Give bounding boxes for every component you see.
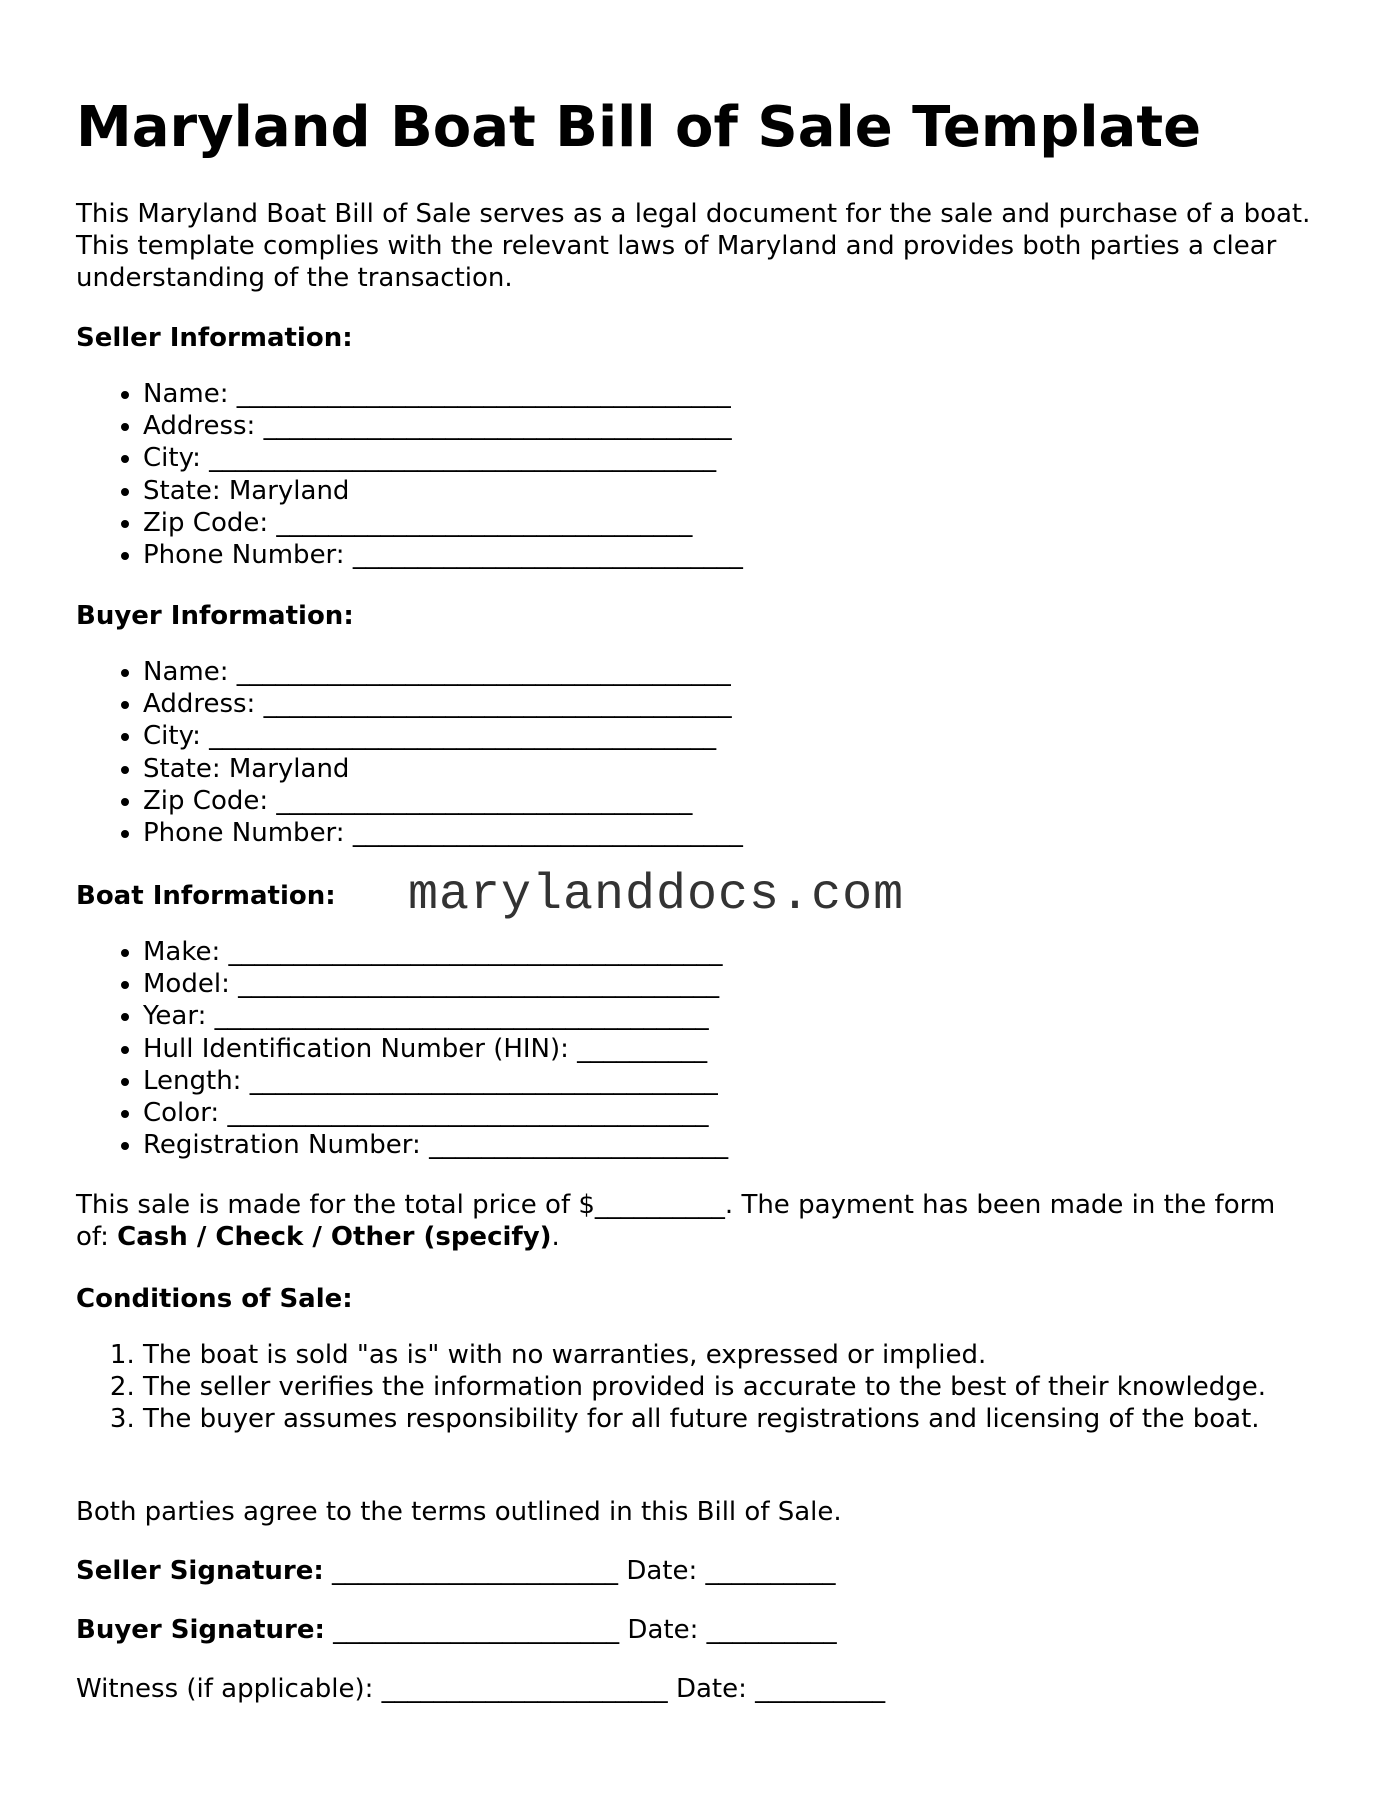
- seller-signature-line[interactable]: [76, 1555, 836, 1587]
- boat-year-field[interactable]: • Year: ______________________________________: [143, 1000, 1316, 1032]
- watermark-text: marylanddocs.com: [408, 867, 905, 924]
- boat-hin-field[interactable]: • Hull Identification Number (HIN): __________: [143, 1033, 1316, 1065]
- boat-length-field[interactable]: • Length: ____________________________________: [143, 1065, 1316, 1097]
- conditions-heading: Conditions of Sale:: [76, 1284, 353, 1314]
- seller-state-field: • State: Maryland: [143, 475, 1316, 507]
- buyer-zip-field[interactable]: • Zip Code: ________________________________: [143, 785, 1316, 817]
- price-text-end: .: [551, 1222, 560, 1252]
- seller-address-field[interactable]: • Address: ____________________________________: [143, 410, 1316, 442]
- buyer-address-field[interactable]: • Address: ____________________________________: [143, 688, 1316, 720]
- price-text: This sale is made for the total price of $__________. The payment has been made in the form of:: [76, 1190, 1276, 1252]
- document-title: Maryland Boat Bill of Sale Template: [76, 95, 1202, 160]
- boat-heading: Boat Information:: [76, 881, 336, 911]
- buyer-city-field[interactable]: • City: _______________________________________: [143, 720, 1316, 752]
- buyer-fields: [76, 656, 1316, 849]
- boat-model-field[interactable]: • Model: _____________________________________: [143, 968, 1316, 1000]
- price-paragraph: [76, 1189, 1316, 1253]
- buyer-signature-line[interactable]: [76, 1614, 837, 1646]
- seller-signature-blank[interactable]: ______________________ Date: __________: [323, 1556, 836, 1586]
- boat-registration-field[interactable]: • Registration Number: _______________________: [143, 1129, 1316, 1161]
- condition-item: 3. The buyer assumes responsibility for all future registrations and licensing of the boat.: [143, 1403, 1316, 1435]
- buyer-state-field: • State: Maryland: [143, 753, 1316, 785]
- seller-fields: [76, 378, 1316, 571]
- boat-color-field[interactable]: • Color: _____________________________________: [143, 1097, 1316, 1129]
- buyer-phone-field[interactable]: • Phone Number: ______________________________: [143, 817, 1316, 849]
- intro-paragraph: This Maryland Boat Bill of Sale serves as a legal document for the sale and purchase of a boat. This template complies with the relevant laws of Maryland and provides both parties a clear understanding of the transaction.: [76, 199, 1311, 293]
- boat-fields: [76, 936, 1316, 1161]
- seller-phone-field[interactable]: • Phone Number: ______________________________: [143, 539, 1316, 571]
- seller-heading: Seller Information:: [76, 323, 353, 353]
- buyer-heading: Buyer Information:: [76, 601, 354, 631]
- seller-name-field[interactable]: • Name: ______________________________________: [143, 378, 1316, 410]
- witness-signature-line[interactable]: Witness (if applicable): ______________________ Date: __________: [76, 1674, 886, 1704]
- buyer-signature-blank[interactable]: ______________________ Date: __________: [324, 1615, 837, 1645]
- seller-signature-label: Seller Signature:: [76, 1556, 324, 1586]
- seller-city-field[interactable]: • City: _______________________________________: [143, 442, 1316, 474]
- buyer-signature-label: Buyer Signature:: [76, 1615, 325, 1645]
- condition-item: 1. The boat is sold "as is" with no warranties, expressed or implied.: [143, 1339, 1316, 1371]
- buyer-name-field[interactable]: • Name: ______________________________________: [143, 656, 1316, 688]
- boat-make-field[interactable]: • Make: ______________________________________: [143, 936, 1316, 968]
- condition-item: 2. The seller verifies the information provided is accurate to the best of their knowledge.: [143, 1371, 1316, 1403]
- payment-methods: Cash / Check / Other (specify): [117, 1222, 552, 1252]
- seller-zip-field[interactable]: • Zip Code: ________________________________: [143, 507, 1316, 539]
- conditions-list: [76, 1339, 1316, 1436]
- agreement-text: Both parties agree to the terms outlined in this Bill of Sale.: [76, 1497, 842, 1527]
